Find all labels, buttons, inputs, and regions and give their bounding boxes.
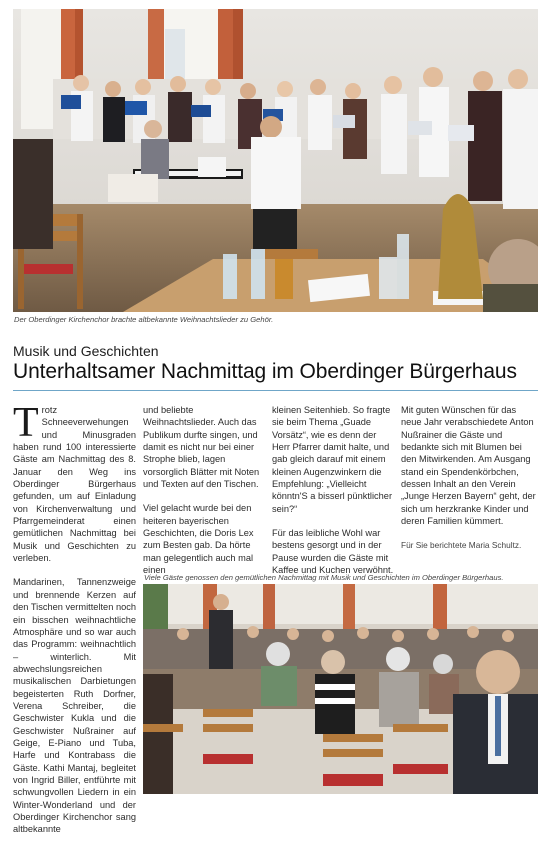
paragraph-text: rotz Schneeverwehungen und Minusgraden haben rund 100 interessierte Gäste am Nachmittag des 8. Januar den Weg ins Oberdinger Bürgerhaus gefunden, um auf Einladung von Kirchenverwaltung und Pfarrgemeinderat einen gemütlichen Nachmittag bei Musik und Geschichten zu verleben.: [13, 405, 136, 564]
audience-photo: [143, 584, 538, 794]
article-paragraph: Für das leibliche Wohl war bestens gesorgt und in der Pause wurden die Gäste mit Kaffee und Kuchen verwöhnt.: [272, 528, 394, 576]
drop-cap: T: [13, 400, 39, 446]
article-column-4: [401, 404, 538, 564]
article-column-2: [143, 404, 267, 588]
choir-photo: [13, 9, 538, 312]
article-kicker: Musik und Geschichten: [13, 343, 159, 359]
article-headline: Unterhaltsamer Nachmittag im Oberdinger Bürgerhaus: [13, 360, 517, 383]
byline: Für Sie berichtete Maria Schultz.: [401, 540, 522, 551]
article-paragraph: und beliebte Weihnachtslieder. Auch das Publikum durfte singen, und damit es nicht nur bei einer Strophe blieb, lagen vorsorglich Blätter mit Noten und Texten auf den Tischen.: [143, 405, 260, 490]
article-paragraph: Mandarinen, Tannenzweige und brennende Kerzen auf den Tischen vermittelten noch ein bisschen weihnachtliche Atmosphäre und so war auch das Programm: weihnachtlich – winterlich. Mit abwechslungsreichen musikalischen Darbietungen begeisterten Ruth Dorfner, Verena Schreiber, die Geschwister Kukla und die Geschwister Nußrainer auf Geige, E-Piano und Tuba, Harfe und Kontrabass die Gäste. Kathi Mantaj, begleitet von Ingrid Biller, entführte mit schwungvollen Liedern in ein Winter-Wonderland und der Oberdinger Kirchenchor sang altbekannte: [13, 577, 136, 835]
photo-caption-bottom: Viele Gäste genossen den gemütlichen Nachmittag mit Musik und Geschichten im Oberdinger Bürgerhaus.: [144, 573, 504, 582]
photo-caption-top: Der Oberdinger Kirchenchor brachte altbekannte Weihnachtslieder zu Gehör.: [14, 315, 274, 324]
article-column-1: [13, 400, 136, 848]
article-paragraph: [13, 400, 136, 564]
article-column-3: [272, 404, 396, 588]
choir-photo-illustration: [13, 9, 538, 312]
article-paragraph: Mit guten Wünschen für das neue Jahr verabschiedete Anton Nußrainer die Gäste und bedankte sich mit Blumen bei den Mitwirkenden. Am Ausgang stand ein Spendenkörbchen, dessen Inhalt an den Verein „Junge Herzen Bayern“ geht, der sich um herzkranke Kinder und deren Familien kümmert.: [401, 405, 536, 527]
headline-divider: [13, 390, 538, 391]
article-paragraph: kleinen Seitenhieb. So fragte sie beim Thema „Guade Vorsätz“, wie es denn der Herr Pfarrer damit halte, und gab gleich darauf mit einem kleinen Augenzwinkern die Empfehlung: „Vielleicht könntn'S a bisserl pünktlicher sein?“: [272, 405, 393, 514]
audience-photo-illustration: [143, 584, 538, 794]
article-paragraph: Viel gelacht wurde bei den heiteren bayerischen Geschichten, die Doris Lex zum Besten gab. Da hörte man gelegentlich auch mal einen: [143, 503, 254, 576]
